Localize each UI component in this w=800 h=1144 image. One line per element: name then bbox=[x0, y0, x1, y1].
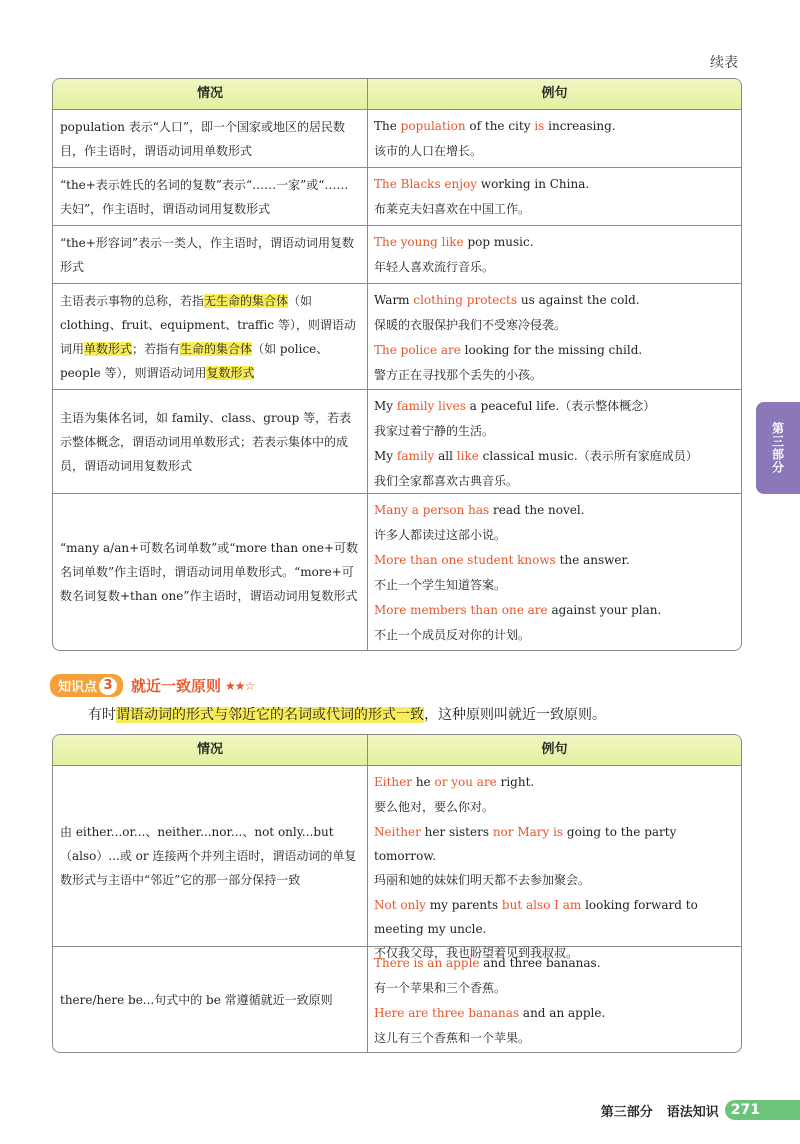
text-run: 由 either...or...、neither...nor...、not only...but（also）...或 or 连接两个并列主语时，谓语动词的单复数形式与主语中“邻近”它的那一部分保持一致 bbox=[60, 825, 357, 887]
highlighted-text: Either bbox=[374, 775, 412, 789]
page-number: 271 bbox=[725, 1100, 800, 1120]
example-line bbox=[374, 893, 735, 941]
case-cell bbox=[53, 284, 368, 389]
example-line bbox=[374, 114, 735, 139]
highlighted-text: The young like bbox=[374, 235, 464, 249]
text-run: against your plan. bbox=[547, 603, 662, 617]
highlighted-text: clothing protects bbox=[413, 293, 518, 307]
case-cell bbox=[53, 226, 368, 283]
text-run: pop music. bbox=[463, 235, 534, 249]
marked-text: 无生命的集合体 bbox=[204, 293, 289, 308]
table-row bbox=[53, 110, 741, 168]
text-run: 有一个苹果和三个香蕉。 bbox=[374, 981, 507, 995]
text-run: ，这种原则叫就近一致原则。 bbox=[424, 707, 606, 723]
example-cell bbox=[368, 390, 741, 493]
example-line bbox=[374, 444, 735, 469]
highlighted-text: The Blacks enjoy bbox=[374, 177, 477, 191]
text-run: Warm bbox=[374, 293, 414, 307]
text-run: us against the cold. bbox=[517, 293, 640, 307]
knowledge-point-title: 就近一致原则 bbox=[131, 677, 222, 695]
text-run: my parents bbox=[425, 898, 502, 912]
text-run: 布莱克夫妇喜欢在中国工作。 bbox=[374, 202, 531, 216]
text-run: increasing. bbox=[544, 119, 616, 133]
example-line bbox=[374, 623, 735, 648]
text-run: （如 clothing、fruit、equipment、traffic 等），则谓语动词用 bbox=[60, 293, 356, 356]
knowledge-point-heading bbox=[50, 674, 254, 697]
highlighted-text: There is an apple bbox=[374, 956, 480, 970]
example-line bbox=[374, 172, 735, 197]
text-run: right. bbox=[496, 775, 535, 789]
highlighted-text: is bbox=[534, 119, 545, 133]
footer-section: 第三部分 bbox=[600, 1104, 653, 1120]
text-run: going to the party tomorrow. bbox=[374, 825, 677, 863]
example-line bbox=[374, 469, 735, 494]
text-run: 许多人都读过这部小说。 bbox=[374, 528, 507, 542]
text-run: （如 police、people 等），则谓语动词用 bbox=[60, 341, 329, 380]
text-run: “the+形容词”表示一类人，作主语时，谓语动词用复数形式 bbox=[60, 235, 354, 274]
case-cell bbox=[53, 766, 368, 946]
example-line bbox=[374, 139, 735, 164]
table-row bbox=[53, 226, 741, 284]
text-run: a peaceful life.（表示整体概念） bbox=[465, 399, 656, 413]
case-text bbox=[60, 406, 360, 478]
example-cell bbox=[368, 284, 741, 389]
grammar-table-2 bbox=[52, 734, 742, 1053]
badge-label: 知识点 bbox=[58, 680, 98, 695]
example-line bbox=[374, 288, 735, 313]
table-row bbox=[53, 390, 741, 494]
text-run: her sisters bbox=[420, 825, 493, 839]
example-line bbox=[374, 394, 735, 419]
example-line bbox=[374, 197, 735, 222]
text-run: of the city bbox=[465, 119, 535, 133]
example-line bbox=[374, 1026, 735, 1051]
text-run: 我们全家都喜欢古典音乐。 bbox=[374, 474, 519, 488]
example-line bbox=[374, 338, 735, 363]
example-line bbox=[374, 230, 735, 255]
text-run: 要么他对，要么你对。 bbox=[374, 800, 495, 814]
example-line bbox=[374, 951, 735, 976]
table-row bbox=[53, 947, 741, 1052]
text-run: 保暖的衣服保护我们不受寒冷侵袭。 bbox=[374, 318, 567, 332]
highlighted-text: nor Mary is bbox=[492, 825, 564, 839]
text-run: 年轻人喜欢流行音乐。 bbox=[374, 260, 495, 274]
example-line bbox=[374, 523, 735, 548]
highlighted-text: population bbox=[400, 119, 466, 133]
case-cell bbox=[53, 110, 368, 167]
text-run: 我家过着宁静的生活。 bbox=[374, 424, 495, 438]
example-line bbox=[374, 1001, 735, 1026]
highlighted-text: The police are bbox=[374, 343, 461, 357]
text-run: classical music.（表示所有家庭成员） bbox=[478, 449, 698, 463]
grammar-table-1 bbox=[52, 78, 742, 651]
text-run: all bbox=[434, 449, 457, 463]
highlighted-text: or you are bbox=[434, 775, 497, 789]
table-row bbox=[53, 766, 741, 960]
header-case: 情况 bbox=[53, 79, 368, 109]
text-run: population 表示“人口”，即一个国家或地区的居民数目，作主语时，谓语动词用单数形式 bbox=[60, 119, 346, 158]
text-run: 不止一个成员反对你的计划。 bbox=[374, 628, 531, 642]
example-line bbox=[374, 795, 735, 820]
example-cell bbox=[368, 766, 741, 960]
case-text bbox=[60, 536, 360, 608]
header-example: 例句 bbox=[541, 742, 568, 757]
case-cell bbox=[53, 390, 368, 493]
example-line bbox=[374, 255, 735, 280]
table-header bbox=[53, 79, 741, 110]
case-text bbox=[60, 820, 360, 892]
marked-text: 谓语动词的形式与邻近它的名词或代词的形式一致 bbox=[116, 707, 424, 723]
highlighted-text: like bbox=[456, 449, 479, 463]
case-text bbox=[60, 231, 360, 279]
knowledge-point-badge bbox=[50, 674, 123, 697]
footer-topic: 语法知识 bbox=[666, 1104, 719, 1120]
text-run: My bbox=[374, 449, 397, 463]
case-cell bbox=[53, 168, 368, 225]
marked-text: 单数形式 bbox=[84, 341, 133, 356]
text-run: 主语为集体名词，如 family、class、group 等，若表示整体概念，谓语动词用单数形式；若表示集体中的成员，谓语动词用复数形式 bbox=[60, 410, 352, 473]
example-line bbox=[374, 363, 735, 388]
header-example: 例句 bbox=[541, 86, 568, 101]
example-line bbox=[374, 419, 735, 444]
text-run: 不止一个学生知道答案。 bbox=[374, 578, 507, 592]
highlighted-text: Neither bbox=[374, 825, 421, 839]
marked-text: 复数形式 bbox=[206, 365, 255, 380]
text-run: ；若指有 bbox=[132, 341, 181, 356]
case-text bbox=[60, 289, 360, 385]
highlighted-text: More members than one are bbox=[374, 603, 548, 617]
example-line bbox=[374, 573, 735, 598]
text-run: the answer. bbox=[555, 553, 630, 567]
text-run: 该市的人口在增长。 bbox=[374, 144, 483, 158]
example-cell bbox=[368, 947, 741, 1052]
badge-number: 3 bbox=[99, 677, 117, 695]
table-row bbox=[53, 494, 741, 650]
highlighted-text: Not only bbox=[374, 898, 426, 912]
text-run: 主语表示事物的总称，若指 bbox=[60, 293, 205, 308]
highlighted-text: family bbox=[396, 449, 435, 463]
example-line bbox=[374, 868, 735, 893]
case-text bbox=[60, 115, 360, 163]
example-line bbox=[374, 770, 735, 795]
example-cell bbox=[368, 168, 741, 225]
example-cell bbox=[368, 494, 741, 650]
text-run: 这儿有三个香蕉和一个苹果。 bbox=[374, 1031, 531, 1045]
text-run: 玛丽和她的妹妹们明天都不去参加聚会。 bbox=[374, 873, 591, 887]
header-case: 情况 bbox=[53, 735, 368, 765]
text-run: My bbox=[374, 399, 397, 413]
example-line bbox=[374, 548, 735, 573]
case-text bbox=[60, 173, 360, 221]
text-run: “the+表示姓氏的名词的复数”表示“……一家”或“……夫妇”，作主语时，谓语动词用复数形式 bbox=[60, 177, 349, 216]
example-cell bbox=[368, 226, 741, 283]
text-run: read the novel. bbox=[489, 503, 585, 517]
difficulty-stars-icon: ★★☆ bbox=[225, 678, 255, 693]
text-run: and three bananas. bbox=[479, 956, 601, 970]
text-run: looking forward to meeting my uncle. bbox=[374, 898, 698, 936]
case-cell bbox=[53, 947, 368, 1052]
text-run: working in China. bbox=[476, 177, 590, 191]
table-header bbox=[53, 735, 741, 766]
text-run: 有时 bbox=[88, 707, 116, 723]
continued-label: 续表 bbox=[710, 55, 738, 71]
text-run: there/here be...句式中的 be 常遵循就近一致原则 bbox=[60, 992, 333, 1007]
case-text bbox=[60, 988, 333, 1012]
example-line bbox=[374, 313, 735, 338]
intro-paragraph bbox=[88, 704, 606, 724]
page-footer bbox=[601, 1100, 800, 1120]
example-cell bbox=[368, 110, 741, 167]
highlighted-text: but also I am bbox=[501, 898, 582, 912]
marked-text: 生命的集合体 bbox=[180, 341, 253, 356]
example-line bbox=[374, 820, 735, 868]
table-row bbox=[53, 284, 741, 390]
example-line bbox=[374, 498, 735, 523]
table-row bbox=[53, 168, 741, 226]
section-side-tab bbox=[756, 402, 800, 494]
highlighted-text: Many a person has bbox=[374, 503, 490, 517]
text-run: 警方正在寻找那个丢失的小孩。 bbox=[374, 368, 543, 382]
text-run: he bbox=[412, 775, 435, 789]
case-cell bbox=[53, 494, 368, 650]
text-run: “many a/an+可数名词单数”或“more than one+可数名词单数”作主语时，谓语动词用单数形式。“more+可数名词复数+than one”作主语时，谓语动词用复数形式 bbox=[60, 541, 359, 603]
example-line bbox=[374, 976, 735, 1001]
text-run: and an apple. bbox=[519, 1006, 606, 1020]
side-tab-label: 第三部分 bbox=[770, 422, 785, 474]
text-run: looking for the missing child. bbox=[460, 343, 643, 357]
text-run: The bbox=[374, 119, 401, 133]
highlighted-text: family lives bbox=[396, 399, 466, 413]
text-run: 不仅我父母，我也盼望着见到我叔叔。 bbox=[374, 946, 579, 960]
highlighted-text: Here are three bananas bbox=[374, 1006, 520, 1020]
highlighted-text: More than one student knows bbox=[374, 553, 556, 567]
example-line bbox=[374, 598, 735, 623]
